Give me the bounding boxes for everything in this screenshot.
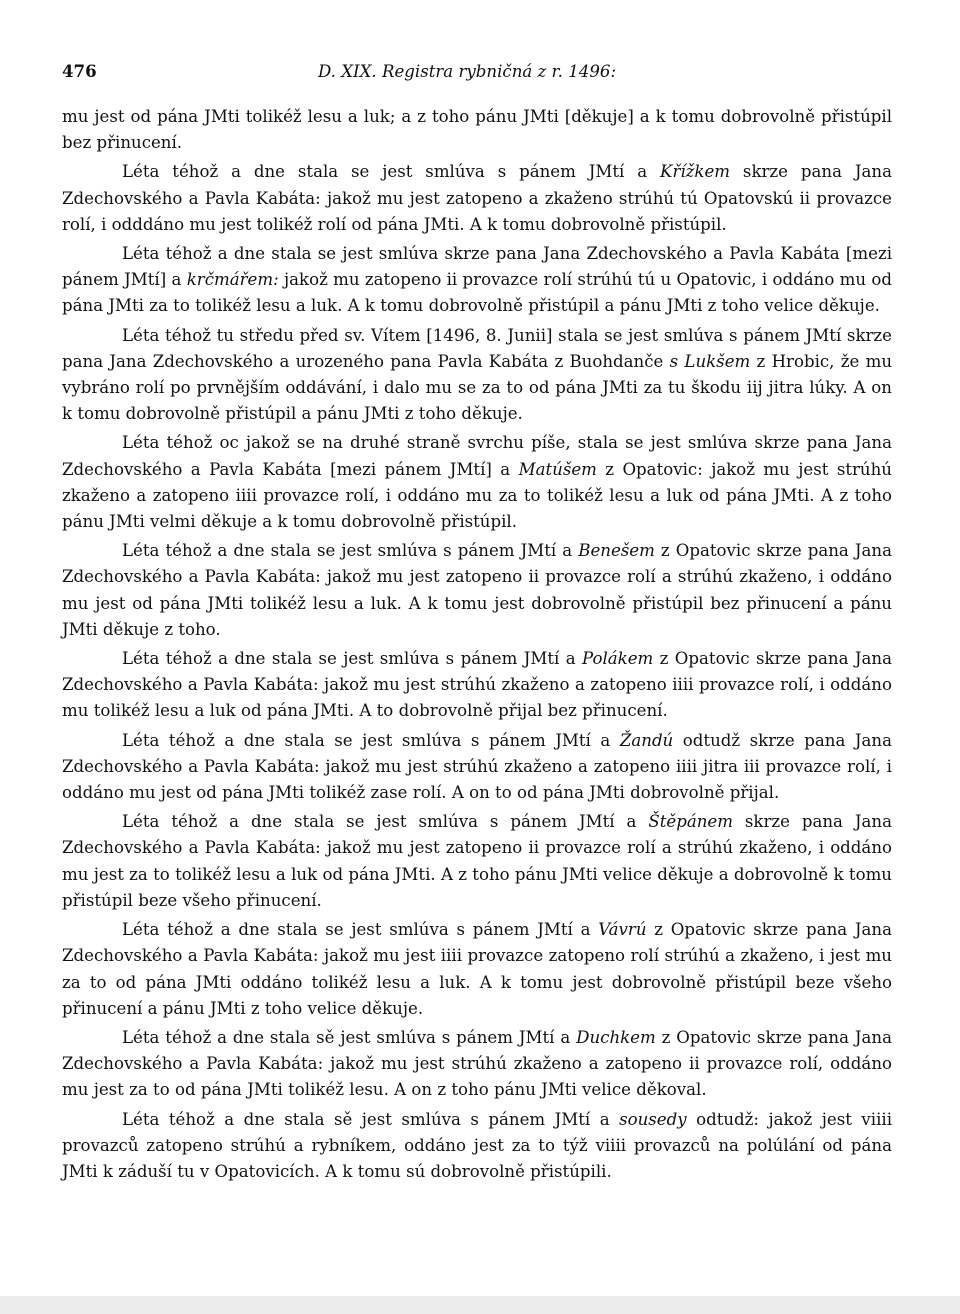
paragraph (62, 728, 892, 807)
text-run: odtudž: jakož jest viiii provazců zatopeno strúhú a rybníkem, oddáno jest za to týž viiii provazců na polúlání od pána JMti k záduší tu v Opatovicích. A k tomu sú dobrovolně přistúpili. (62, 1109, 893, 1181)
text-run: Léta téhož a dne stala se jest smlúva s pánem JMtí a (122, 162, 661, 182)
paragraph (62, 646, 892, 725)
italic-name: Vávrú (598, 920, 647, 940)
text-run: Léta téhož oc jakož se na druhé straně svrchu píše, stala se jest smlúva skrze pana Jana Zdechovského a Pavla Kabáta [mezi pánem JMtí] a (62, 433, 892, 479)
paragraph (62, 241, 892, 320)
text-run: jakož mu zatopeno ii provazce rolí strúhú tú u Opatovic, i oddáno mu od pána JMti za to tolikéž lesu a luk. A k tomu dobrovolně přistúpil a pánu JMti z toho velice děkuje. (62, 270, 892, 316)
paragraph (62, 809, 892, 914)
document-page (62, 58, 892, 1185)
text-run: Léta téhož tu středu před sv. Vítem [1496, 8. Junii] stala se jest smlúva s pánem JMtí skrze pana Jana Zdechovského a urozeného pana Pavla Kabáta z Buohdanče (62, 325, 892, 371)
running-head: D. XIX. Registra rybničná z r. 1496: (317, 62, 617, 81)
text-run: Léta téhož a dne stala sě jest smlúva s pánem JMtí a (122, 1027, 577, 1047)
text-run: z Opatovic skrze pana Jana Zdechovského a Pavla Kabáta: jakož mu jest strúhú zkaženo a zatopeno iiii provazce rolí, i oddáno mu tolikéž lesu a luk od pána JMti. A to dobrovolně přijal bez přinucení. (62, 649, 892, 721)
text-run: skrze pana Jana Zdechovského a Pavla Kabáta: jakož mu jest zatopeno ii provazce rolí a strúhú zkaženo, i oddáno mu jest za to tolikéž lesu a luk od pána JMti. A z toho pánu JMti velice děkuje a dobrovolně k tomu přistúpil beze všeho přinucení. (62, 812, 892, 910)
text-run: Léta téhož a dne stala se jest smlúva s pánem JMtí a (122, 541, 579, 561)
paragraph (62, 1025, 892, 1104)
text-run: Léta téhož a dne stala se jest smlúva skrze pana Jana Zdechovského a Pavla Kabáta [mezi pánem JMtí] a (62, 244, 892, 290)
page-number: 476 (62, 61, 97, 81)
text-run: z Opatovic: jakož mu jest strúhú zkaženo a zatopeno iiii provazce rolí, i oddáno mu za to tolikéž lesu a luk od pána JMti. A z toho pánu JMti velmi děkuje a k tomu dobrovolně přistúpil. (62, 459, 892, 532)
italic-name: Štěpánem (648, 812, 733, 832)
body-text (62, 104, 892, 1185)
italic-name: sousedy (619, 1109, 687, 1129)
text-run: Léta téhož a dne stala se jest smlúva s pánem JMtí a (122, 730, 620, 750)
paragraph (62, 538, 892, 643)
text-run: z Opatovic skrze pana Jana Zdechovského a Pavla Kabáta: jakož mu jest strúhú zkaženo a zatopeno ii provazce rolí, oddáno mu jest za to od pána JMti tolikéž lesu. A on z toho pánu JMti velice děkoval. (62, 1027, 893, 1100)
scan-bottom-margin (0, 1296, 960, 1314)
text-run: skrze pana Jana Zdechovského a Pavla Kabáta: jakož mu jest zatopeno a zkaženo strúhú tú Opatovskú ii provazce rolí, i odddáno mu jest tolikéž rolí od pána JMti. A k tomu dobrovolně přistúpil. (62, 162, 892, 234)
italic-name: Polákem (582, 649, 654, 669)
text-run: z Hrobic, že mu vybráno rolí po prvnějším oddávání, i dalo mu se za to od pána JMti za tu škodu iij jitra lúky. A on k tomu dobrovolně přistúpil a pánu JMti z toho děkuje. (62, 351, 893, 424)
paragraph (62, 1107, 892, 1186)
paragraph (62, 159, 892, 238)
text-run: Léta téhož a dne stala se jest smlúva s pánem JMtí a (122, 649, 582, 669)
text-run: Léta téhož a dne stala se jest smlúva s pánem JMtí a (122, 812, 649, 832)
text-run: z Opatovic skrze pana Jana Zdechovského a Pavla Kabáta: jakož mu jest iiii provazce zatopeno rolí strúhú a zkaženo, i jest mu za to od pána JMti oddáno tolikéž lesu a luk. A k tomu jest dobrovolně přistúpil beze všeho přinucení a pánu JMti z toho velice děkuje. (62, 920, 893, 1018)
paragraph (62, 104, 892, 156)
italic-name: krčmářem: (186, 270, 279, 290)
page-header (62, 58, 892, 84)
paragraph (62, 323, 892, 428)
text-run: mu jest od pána JMti tolikéž lesu a luk; a z toho pánu JMti [děkuje] a k tomu dobrovolně přistúpil bez přinucení. (62, 107, 892, 153)
italic-name: Žandú (619, 730, 674, 750)
paragraph (62, 430, 892, 535)
text-run: odtudž skrze pana Jana Zdechovského a Pavla Kabáta: jakož mu jest strúhú zkaženo a zatopeno iiii jitra iii provazce rolí, i oddáno mu jest od pána JMti tolikéž zase rolí. A on to od pána JMti dobrovolně přijal. (62, 730, 893, 803)
italic-name: Duchkem (576, 1027, 656, 1047)
italic-name: s Lukšem (669, 351, 751, 371)
text-run: Léta téhož a dne stala se jest smlúva s pánem JMtí a (122, 920, 599, 940)
paragraph (62, 917, 892, 1022)
italic-name: Benešem (578, 541, 655, 561)
italic-name: Křížkem (660, 162, 731, 182)
italic-name: Matúšem (518, 459, 597, 479)
text-run: Léta téhož a dne stala sě jest smlúva s pánem JMtí a (122, 1109, 620, 1129)
text-run: z Opatovic skrze pana Jana Zdechovského a Pavla Kabáta: jakož mu jest zatopeno ii provazce rolí a strúhú zkaženo, i oddáno mu jest od pána JMti tolikéž lesu a luk. A k tomu jest dobrovolně přistúpil bez přinucení a pánu JMti děkuje z toho. (62, 541, 893, 639)
